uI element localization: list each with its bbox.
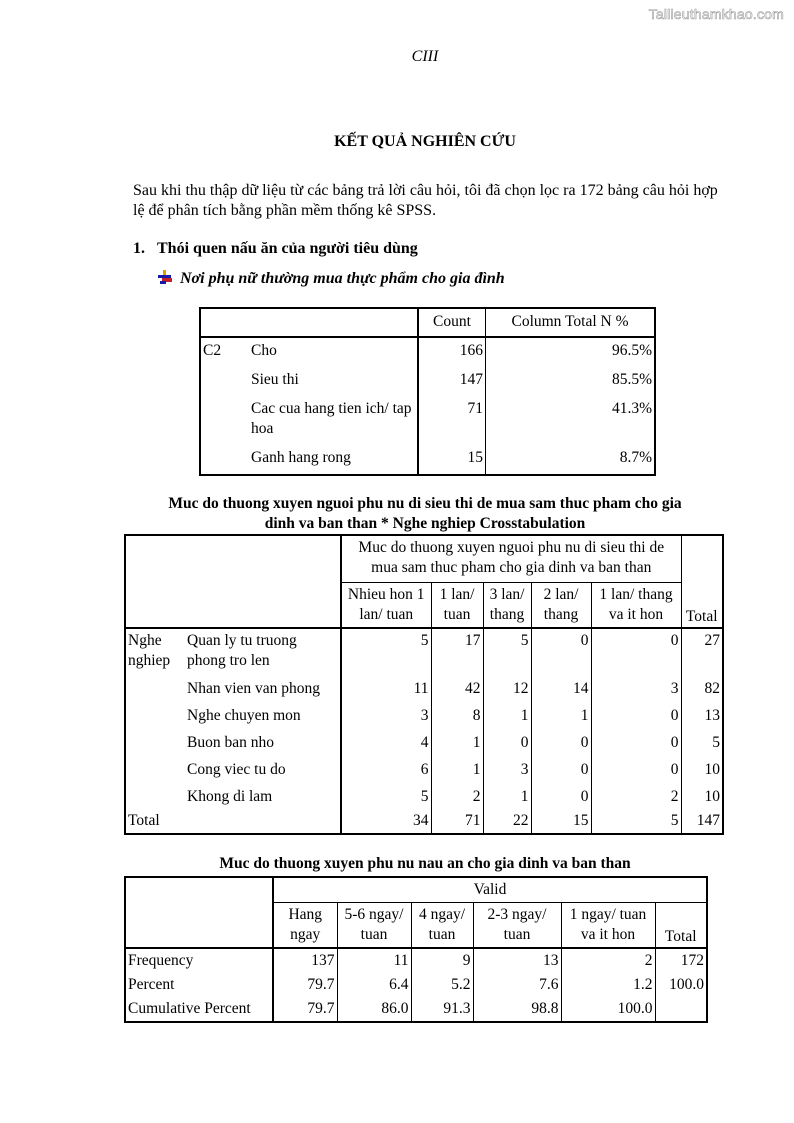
row-label: Khong di lam xyxy=(185,785,341,809)
value-cell: 6 xyxy=(341,758,431,785)
group-header: Valid xyxy=(273,877,707,903)
table-row xyxy=(125,704,723,731)
value-cell: 0 xyxy=(531,785,591,809)
column-header: 2-3 ngay/ tuan xyxy=(473,903,561,949)
value-cell: 6.4 xyxy=(337,973,411,997)
row-label: Sieu thi xyxy=(249,367,418,396)
watermark: Tailieuthamkhao.com xyxy=(648,6,784,22)
column-header: 3 lan/ thang xyxy=(483,583,531,629)
value-cell: 42 xyxy=(431,677,483,704)
table-caption xyxy=(120,494,730,534)
value-cell: 82 xyxy=(704,680,720,697)
value-cell: 79.7 xyxy=(273,997,337,1022)
section-number: 1. xyxy=(133,240,145,257)
value-cell: 100.0 xyxy=(561,997,655,1022)
count-cell: 166 xyxy=(418,337,486,367)
value-cell: 1 xyxy=(483,785,531,809)
value-cell: 71 xyxy=(431,809,483,834)
value-cell: 5 xyxy=(483,628,531,677)
value-cell: 0 xyxy=(531,731,591,758)
shopping-location-table xyxy=(199,307,656,476)
value-cell: 8 xyxy=(431,704,483,731)
subsection-title: Nơi phụ nữ thường mua thực phẩm cho gia đình xyxy=(180,270,505,288)
column-header: Count xyxy=(418,308,486,337)
row-label: Nhan vien van phong xyxy=(185,677,341,704)
value-cell: 0 xyxy=(591,731,681,758)
cooking-frequency-table xyxy=(124,876,708,1023)
total-row xyxy=(125,809,723,834)
row-label: Percent xyxy=(125,973,273,997)
value-cell: 10 xyxy=(704,761,720,778)
value-cell: 27 xyxy=(704,632,720,649)
value-cell: 14 xyxy=(531,677,591,704)
crosstab-table xyxy=(124,534,724,835)
row-label: Quan ly tu truong phong tro len xyxy=(185,628,341,677)
column-header: Column Total N % xyxy=(486,308,656,337)
table-row xyxy=(200,396,655,445)
count-cell: 147 xyxy=(418,367,486,396)
value-cell xyxy=(655,997,707,1022)
value-cell: 4 xyxy=(341,731,431,758)
percent-cell: 85.5% xyxy=(611,371,652,388)
caption-line: Muc do thuong xuyen nguoi phu nu di sieu thi de mua sam thuc pham cho gia xyxy=(168,495,682,512)
value-cell: 5 xyxy=(591,809,681,834)
value-cell: 86.0 xyxy=(337,997,411,1022)
row-variable-label: Nghe nghiep xyxy=(128,632,171,669)
value-cell: 5.2 xyxy=(411,973,473,997)
row-label: Buon ban nho xyxy=(185,731,341,758)
value-cell: 2 xyxy=(561,948,655,973)
value-cell: 10 xyxy=(704,788,720,805)
percent-cell: 96.5% xyxy=(611,342,652,359)
value-cell: 0 xyxy=(531,628,591,677)
table-row xyxy=(200,337,655,367)
table-row xyxy=(125,997,707,1022)
value-cell: 0 xyxy=(531,758,591,785)
row-label: Ganh hang rong xyxy=(249,445,418,475)
value-cell: 0 xyxy=(591,758,681,785)
column-header: 5-6 ngay/ tuan xyxy=(337,903,411,949)
column-header: Total xyxy=(655,903,707,949)
value-cell: 34 xyxy=(341,809,431,834)
column-header: Hang ngay xyxy=(273,903,337,949)
column-header: Total xyxy=(681,535,723,628)
value-cell: 7.6 xyxy=(473,973,561,997)
value-cell: 1 xyxy=(531,704,591,731)
row-label: Cac cua hang tien ich/ tap hoa xyxy=(249,396,418,445)
row-label: Cho xyxy=(249,337,418,367)
value-cell: 137 xyxy=(273,948,337,973)
column-header: 1 ngay/ tuan va it hon xyxy=(561,903,655,949)
subsection-heading xyxy=(158,270,505,289)
page-title: KẾT QUẢ NGHIÊN CỨU xyxy=(334,133,516,150)
table-row xyxy=(125,758,723,785)
value-cell: 5 xyxy=(712,734,720,751)
column-header: 1 lan/ thang va it hon xyxy=(591,583,681,629)
hand-pointer-icon xyxy=(158,270,180,289)
value-cell: 147 xyxy=(696,812,720,829)
count-cell: 71 xyxy=(418,396,486,445)
row-label: Frequency xyxy=(125,948,273,973)
value-cell: 5 xyxy=(341,785,431,809)
value-cell: 13 xyxy=(704,707,720,724)
value-cell: 1 xyxy=(431,758,483,785)
value-cell: 2 xyxy=(431,785,483,809)
value-cell: 100.0 xyxy=(669,976,704,993)
value-cell: 5 xyxy=(341,628,431,677)
page-number: CIII xyxy=(411,48,439,65)
percent-cell: 41.3% xyxy=(611,400,652,417)
value-cell: 172 xyxy=(680,952,704,969)
table-row xyxy=(125,785,723,809)
table-row xyxy=(200,367,655,396)
caption-line: dinh va ban than * Nghe nghiep Crosstabulation xyxy=(264,515,586,532)
value-cell: 3 xyxy=(591,677,681,704)
value-cell: 0 xyxy=(483,731,531,758)
table-caption: Muc do thuong xuyen phu nu nau an cho gia dinh va ban than xyxy=(219,855,631,872)
section-title: Thói quen nấu ăn của người tiêu dùng xyxy=(157,240,418,257)
section-heading xyxy=(133,240,418,258)
variable-label: C2 xyxy=(203,342,222,359)
group-header: Muc do thuong xuyen nguoi phu nu di sieu thi de mua sam thuc pham cho gia dinh va ban than xyxy=(341,535,681,583)
value-cell: 15 xyxy=(531,809,591,834)
table-row xyxy=(125,973,707,997)
table-row xyxy=(125,948,707,973)
table-row xyxy=(125,677,723,704)
value-cell: 22 xyxy=(483,809,531,834)
value-cell: 1 xyxy=(483,704,531,731)
percent-cell: 8.7% xyxy=(619,449,652,466)
value-cell: 3 xyxy=(483,758,531,785)
value-cell: 1 xyxy=(431,731,483,758)
column-header: Nhieu hon 1 lan/ tuan xyxy=(341,583,431,629)
row-label: Cong viec tu do xyxy=(185,758,341,785)
column-header: 1 lan/ tuan xyxy=(431,583,483,629)
table-row xyxy=(125,731,723,758)
intro-paragraph: Sau khi thu thập dữ liệu từ các bảng trả lời câu hỏi, tôi đã chọn lọc ra 172 bảng câu hỏi hợp lệ để phân tích bằng phần mềm thống kê SPSS. xyxy=(133,182,718,219)
column-header: 2 lan/ thang xyxy=(531,583,591,629)
value-cell: 11 xyxy=(341,677,431,704)
value-cell: 0 xyxy=(591,704,681,731)
value-cell: 3 xyxy=(341,704,431,731)
count-cell: 15 xyxy=(418,445,486,475)
value-cell: 12 xyxy=(483,677,531,704)
table-row xyxy=(200,445,655,475)
value-cell: 17 xyxy=(431,628,483,677)
value-cell: 79.7 xyxy=(273,973,337,997)
value-cell: 1.2 xyxy=(561,973,655,997)
table-row xyxy=(125,628,723,677)
value-cell: 2 xyxy=(591,785,681,809)
value-cell: 98.8 xyxy=(473,997,561,1022)
value-cell: 91.3 xyxy=(411,997,473,1022)
value-cell: 11 xyxy=(337,948,411,973)
column-header: 4 ngay/ tuan xyxy=(411,903,473,949)
value-cell: 13 xyxy=(473,948,561,973)
value-cell: 9 xyxy=(411,948,473,973)
row-label: Nghe chuyen mon xyxy=(185,704,341,731)
row-label: Cumulative Percent xyxy=(125,997,273,1022)
value-cell: 0 xyxy=(591,628,681,677)
total-label: Total xyxy=(125,809,341,834)
